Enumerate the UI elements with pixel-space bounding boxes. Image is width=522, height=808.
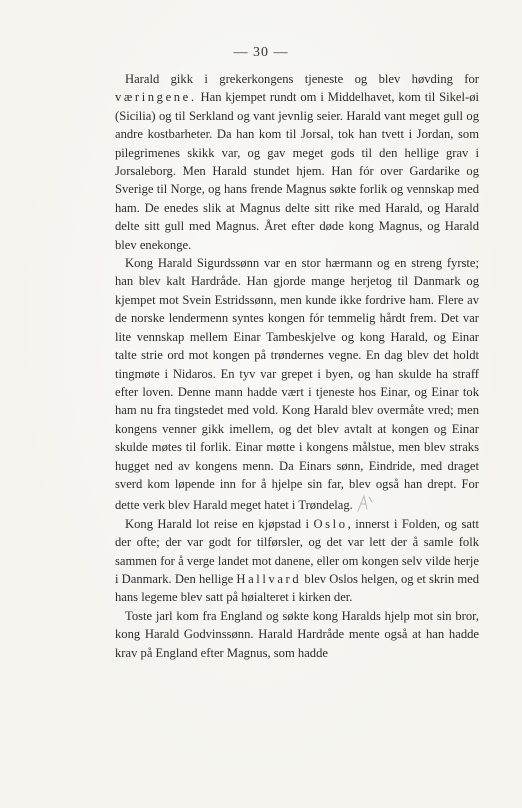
paragraph-text: Toste jarl kom fra England og søkte kong Haralds hjelp mot sin bror, kong Harald Godvinssønn. Harald Hardråde mente også at han hadde krav på England efter Magnus, som hadde (115, 608, 479, 660)
paragraph-text: Kong Harald Sigurdssønn var en stor hærmann og en streng fyrste; han blev kalt Hardråde. Han gjorde mange herjetog til Danmark og kjempet mot Svein Estridssønn, men kunde ikke fordrive ham. Flere av de norske lendermenn syntes kongen fór temmelig hårdt frem. Det var lite vennskap mellem Einar Tambeskjelve og kong Harald, og Einar talte strie ord mot kongen på trøndernes vegne. En dag blev det holdt tingmøte i Nidaros. En tyv var grepet i byen, og han skulde ha straff efter loven. Denne mann hadde vært i tjeneste hos Einar, og Einar tok ham nu fra tingstedet med vold. Kong Harald blev overmåte vred; men kongens venner gikk imellem, og det blev avtalt at kongen og Einar skulde møtes til forlik. Einar møtte i kongens målstue, men blev straks hugget ned av kongens menn. Da Einars sønn, Eindride, med draget sverd kom løpende inn for å hjelpe sin far, blev også han drept. For dette verk blev Harald meget hatet i Trøndelag. (115, 256, 479, 513)
spaced-word-varingene: væringene. (115, 90, 197, 105)
body-text (115, 70, 479, 662)
paragraph-text: Kong Harald lot reise en kjøpstad i (125, 516, 314, 531)
paragraph-toste-jarl (115, 607, 479, 662)
pencil-mark-icon (355, 493, 377, 513)
paragraph-harald-hardrade (115, 254, 479, 515)
spaced-word-oslo: Oslo (313, 516, 348, 531)
paragraph-harald-in-byzantium (115, 70, 479, 254)
paragraph-text: , innerst i Folden, og satt der ofte; der var godt for tilførsler, og det var lett der å samle folk sammen for å verge landet mot danene, eller om kongen selv vilde herje i Danmark. Den hellige (115, 516, 479, 586)
paragraph-text: Harald gikk i grekerkongens tjeneste og blev høvding for (125, 72, 479, 86)
paragraph-oslo (115, 515, 479, 607)
paragraph-text: blev Oslos helgen, og et skrin med hans legeme blev satt på høialteret i kirken der. (115, 571, 479, 605)
paragraph-text: Han kjempet rundt om i Middelhavet, kom til Sikel-øi (Sicilia) og til Serkland og vant jevnlig seier. Harald vant meget gull og andre kostbarheter. Da han kom til Jorsal, tok han tvett i Jordan, som pilegrimenes skikk var, og gav meget gods til den hellige grav i Jorsaleborg. Men Harald stundet hjem. Han fór over Gardarike og Sverige til Norge, og hans frende Magnus søkte forlik og vennskap med ham. De enedes slik at Magnus delte sitt rike med Harald, og Harald delte sitt gull med Magnus. Året efter døde kong Magnus, og Harald blev enekonge. (115, 90, 479, 252)
page-number: — 30 — (233, 45, 289, 60)
spaced-word-hallvard: Hallvard (236, 571, 302, 586)
